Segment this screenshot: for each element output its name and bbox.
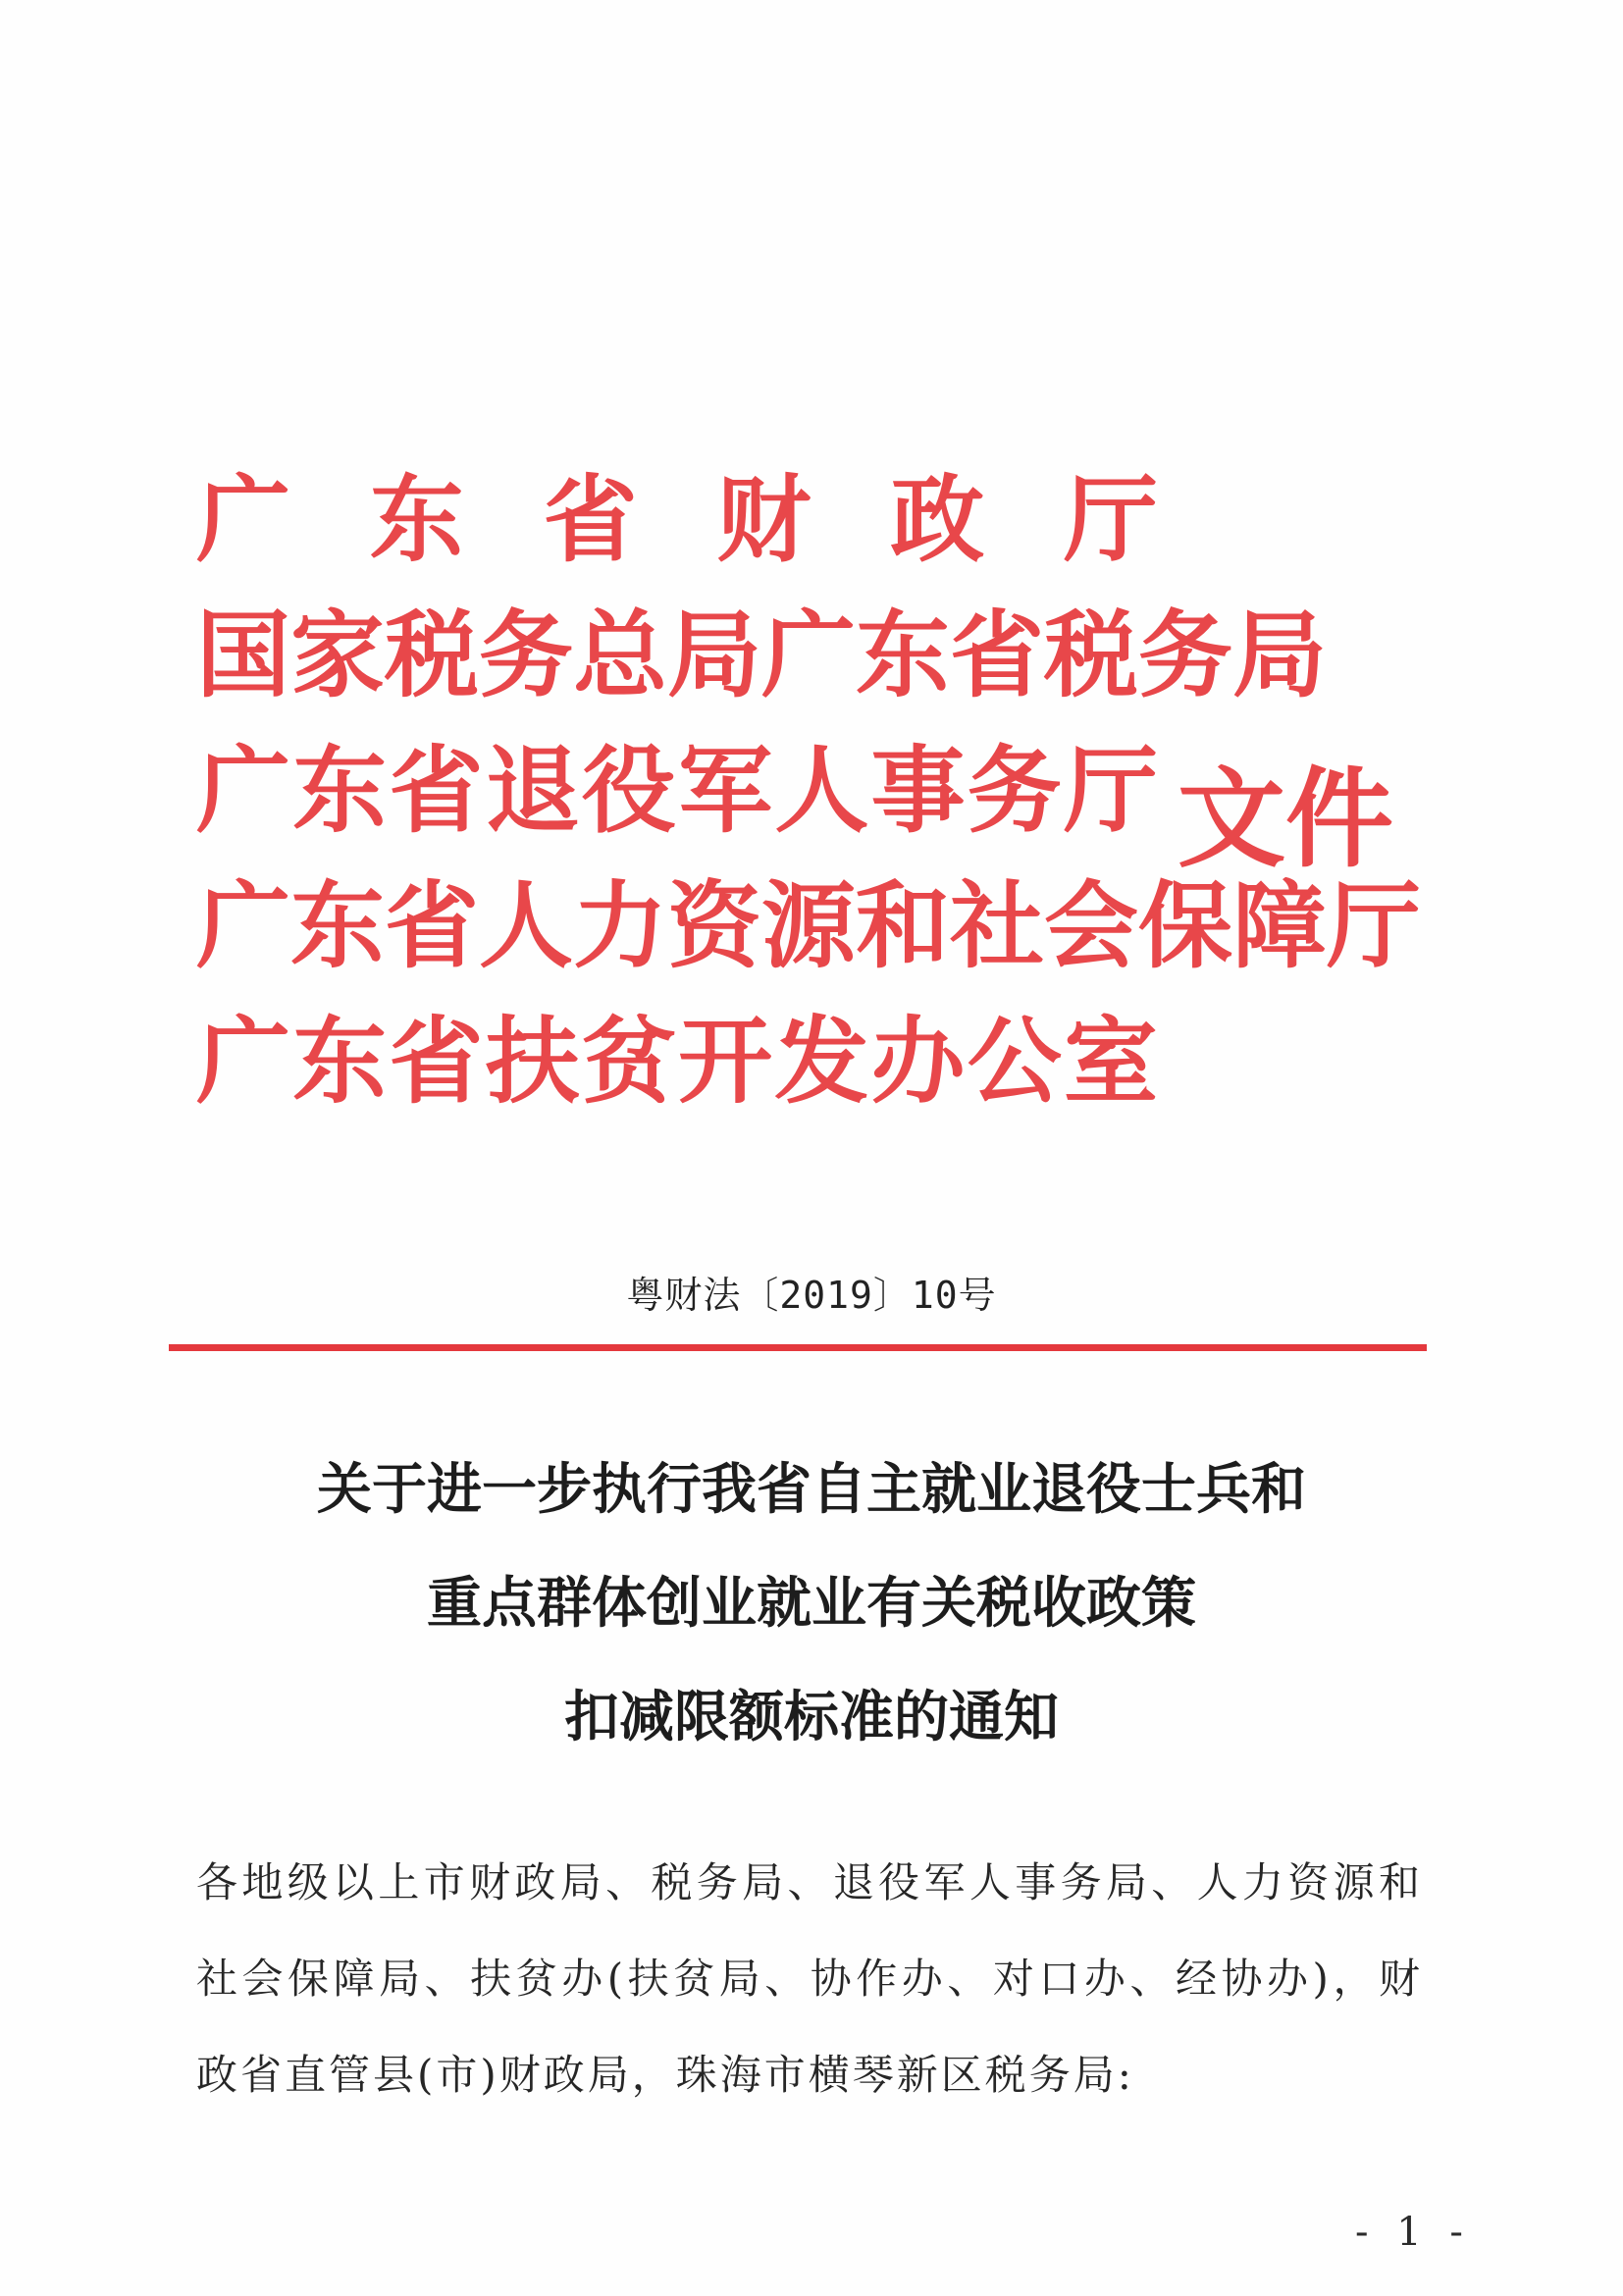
org-char: 省	[389, 1006, 484, 1117]
red-divider-rule	[169, 1344, 1427, 1351]
org-char: 省	[389, 735, 484, 846]
org-char: 财	[716, 464, 812, 575]
org-char: 军	[678, 735, 773, 846]
org-line-finance-department	[196, 461, 1158, 579]
org-char: 扶	[485, 1006, 580, 1117]
org-char: 开	[678, 1006, 773, 1117]
org-char: 政	[890, 464, 985, 575]
file-suffix-label: 文件	[1178, 756, 1393, 882]
org-char: 广	[196, 464, 290, 575]
org-char: 室	[1063, 1006, 1158, 1117]
org-line-human-resources: 广东省人力资源和社会保障厅	[196, 870, 1421, 981]
title-line-2: 重点群体创业就业有关税收政策	[427, 1571, 1196, 1636]
org-char: 广	[196, 1006, 290, 1117]
org-line-tax-bureau: 国家税务总局广东省税务局	[196, 600, 1327, 710]
org-line-veterans-affairs	[196, 732, 1158, 850]
org-char: 广	[196, 735, 290, 846]
org-line-poverty-alleviation	[196, 1003, 1158, 1121]
org-char: 役	[581, 735, 676, 846]
title-line-3: 扣减限额标准的通知	[564, 1685, 1059, 1749]
org-char: 退	[485, 735, 580, 846]
org-char: 东	[292, 1006, 388, 1117]
issuing-organizations-header	[196, 461, 1433, 1148]
org-char: 厅	[1063, 464, 1158, 575]
document-number: 粤财法〔2019〕10号	[626, 1274, 997, 1317]
org-char: 省	[543, 464, 638, 575]
org-char: 东	[369, 464, 464, 575]
org-char: 办	[870, 1006, 966, 1117]
recipients-paragraph: 各地级以上市财政局、税务局、退役军人事务局、人力资源和社会保障局、扶贫办(扶贫局、协作办、对口办、经协办)，财政省直管县(市)财政局，珠海市横琴新区税务局:	[196, 1858, 1423, 2099]
org-char: 东	[292, 735, 388, 846]
page-number: - 1 -	[1355, 2210, 1471, 2255]
org-char: 贫	[581, 1006, 676, 1117]
title-line-1: 关于进一步执行我省自主就业退役士兵和	[317, 1457, 1306, 1522]
org-char: 厅	[1063, 735, 1158, 846]
org-char: 务	[967, 735, 1062, 846]
notice-title	[0, 1433, 1623, 1774]
org-char: 公	[967, 1006, 1062, 1117]
org-char: 人	[774, 735, 869, 846]
org-char: 发	[774, 1006, 869, 1117]
org-char: 事	[870, 735, 966, 846]
